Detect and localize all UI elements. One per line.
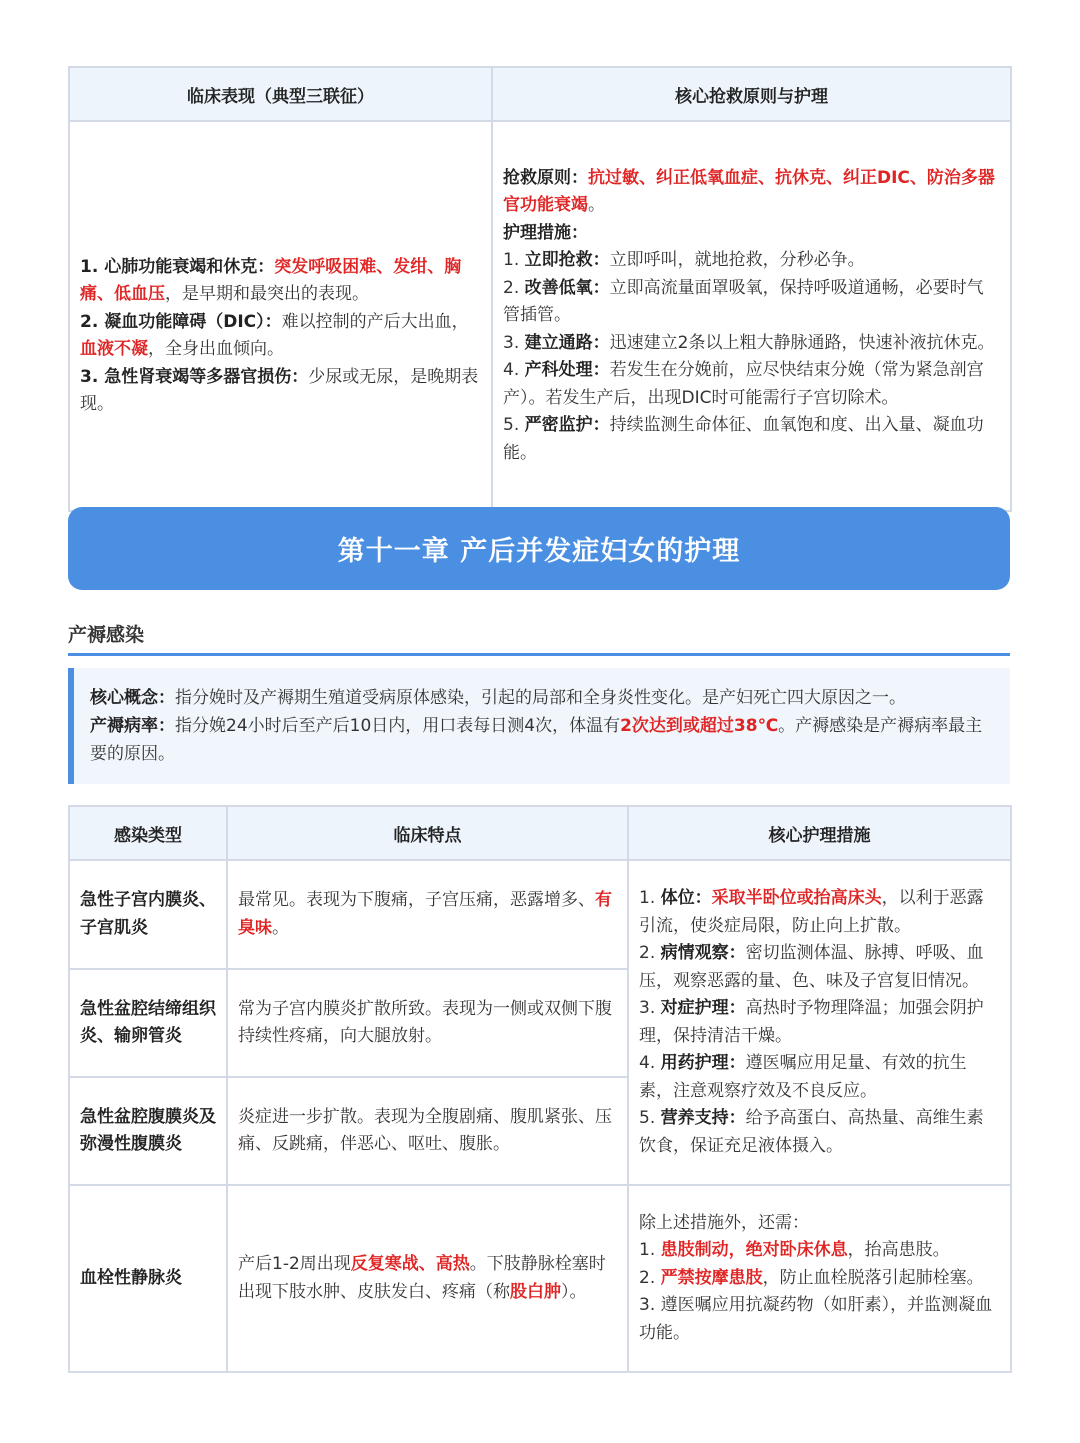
care-item: 4. 产科处理：若发生在分娩前，应尽快结束分娩（常为紧急剖宫产）。若发生产后，出现DIC时可能需行子宫切除术。 — [503, 360, 984, 408]
type-cell: 急性盆腔腹膜炎及弥漫性腹膜炎 — [69, 1077, 227, 1185]
feature-cell: 常为子宫内膜炎扩散所致。表现为一侧或双侧下腹持续性疼痛，向大腿放射。 — [227, 969, 628, 1077]
header-care: 核心护理措施 — [628, 806, 1011, 860]
section-divider — [68, 653, 1010, 656]
care-item: 2. 改善低氧：立即高流量面罩吸氧，保持呼吸道通畅，必要时气管插管。 — [503, 277, 984, 326]
care-item: 1. 患肢制动，绝对卧床休息，抬高患肢。 — [639, 1240, 950, 1261]
section-title: 产褥感染 — [68, 624, 145, 646]
core-concept: 核心概念：指分娩时及产褥期生殖道受病原体感染，引起的局部和全身炎性变化。是产妇死亡四大原因之一。 — [90, 688, 906, 708]
care-item: 2. 严禁按摩患肢，防止血栓脱落引起肺栓塞。 — [639, 1267, 984, 1288]
care-item: 2. 病情观察：密切监测体温、脉搏、呼吸、血压，观察恶露的量、色、味及子宫复旧情况。 — [639, 943, 984, 991]
header-rescue: 核心抢救原则与护理 — [492, 67, 1011, 121]
type-cell: 急性子宫内膜炎、子宫肌炎 — [69, 860, 227, 969]
care-item: 1. 体位：采取半卧位或抬高床头，以利于恶露引流，使炎症局限，防止向上扩散。 — [639, 888, 984, 936]
feature-cell: 产后1-2周出现反复寒战、高热。下肢静脉栓塞时出现下肢水肿、皮肤发白、疼痛（称股白肿）。 — [227, 1185, 628, 1372]
type-cell: 急性盆腔结缔组织炎、输卵管炎 — [69, 969, 227, 1077]
rescue-cell — [492, 121, 1011, 511]
puerperal-infection-table — [68, 805, 1012, 1373]
care-item: 5. 营养支持：给予高蛋白、高热量、高维生素饮食，保证充足液体摄入。 — [639, 1108, 984, 1156]
care-item: 3. 对症护理：高热时予物理降温；加强会阴护理，保持清洁干燥。 — [639, 998, 984, 1046]
care-item: 3. 遵医嘱应用抗凝药物（如肝素），并监测凝血功能。 — [639, 1295, 993, 1343]
care-item: 4. 用药护理：遵医嘱应用足量、有效的抗生素，注意观察疗效及不良反应。 — [639, 1053, 967, 1101]
clinical-item: 2. 凝血功能障碍（DIC）：难以控制的产后大出血，血液不凝，全身出血倾向。 — [80, 311, 469, 359]
header-type: 感染类型 — [69, 806, 227, 860]
care-group-cell — [628, 860, 1011, 1185]
feature-cell: 炎症进一步扩散。表现为全腹剧痛、腹肌紧张、压痛、反跳痛，伴恶心、呕吐、腹胀。 — [227, 1077, 628, 1185]
clinical-item: 1. 心肺功能衰竭和休克：突发呼吸困难、发绀、胸痛、低血压，是早期和最突出的表现。 — [80, 256, 462, 304]
care-item: 3. 建立通路：迅速建立2条以上粗大静脉通路，快速补液抗休克。 — [503, 332, 995, 353]
clinical-item: 3. 急性肾衰竭等多器官损伤：少尿或无尿，是晚期表现。 — [80, 366, 479, 414]
chapter-banner: 第十一章 产后并发症妇女的护理 — [68, 507, 1010, 590]
rescue-principle: 抢救原则：抗过敏、纠正低氧血症、抗休克、纠正DIC、防治多器官功能衰竭。 — [503, 167, 995, 216]
care-label: 护理措施： — [503, 222, 588, 243]
concept-box — [68, 668, 1010, 784]
care-intro: 除上述措施外，还需： — [639, 1212, 809, 1233]
header-features: 临床特点 — [227, 806, 628, 860]
care-item: 1. 立即抢救：立即呼叫，就地抢救，分秒必争。 — [503, 250, 865, 271]
clinical-cell — [69, 121, 492, 511]
thrombophlebitis-care-cell — [628, 1185, 1011, 1372]
header-clinical: 临床表现（典型三联征） — [69, 67, 492, 121]
type-cell: 血栓性静脉炎 — [69, 1185, 227, 1372]
amniotic-embolism-table — [68, 66, 1012, 512]
morbidity-definition: 产褥病率：指分娩24小时后至产后10日内，用口表每日测4次，体温有2次达到或超过38℃。产褥感染是产褥病率最主要的原因。 — [90, 716, 983, 764]
feature-cell: 最常见。表现为下腹痛，子宫压痛，恶露增多、有臭味。 — [227, 860, 628, 969]
care-item: 5. 严密监护：持续监测生命体征、血氧饱和度、出入量、凝血功能。 — [503, 415, 984, 463]
